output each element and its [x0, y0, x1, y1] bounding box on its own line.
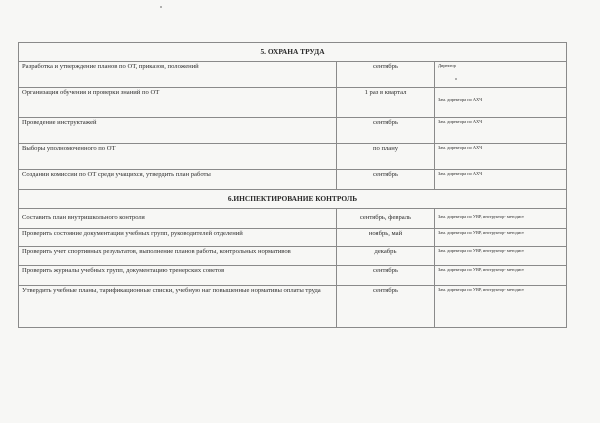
- section-title: 5. ОХРАНА ТРУДА: [19, 43, 567, 62]
- task-cell: Создании комиссии по ОТ среди учащихся, утвердить план работы: [19, 170, 337, 190]
- date-cell: сентябрь, февраль: [337, 209, 435, 229]
- section-title: 6.ИНСПЕКТИРОВАНИЕ КОНТРОЛЬ: [19, 190, 567, 209]
- task-cell: Проверить учет спортивных результатов, выполнение планов работы, контрольных нормативов: [19, 247, 337, 266]
- task-cell: Организация обучения и проверки знаний по ОТ: [19, 88, 337, 118]
- responsible-cell: Зам. директора по УВР, инструктор- методист: [435, 229, 567, 247]
- date-cell: декабрь: [337, 247, 435, 266]
- responsible-cell: Зам. директора по АХЧ: [435, 144, 567, 170]
- task-cell: Выборы уполномоченного по ОТ: [19, 144, 337, 170]
- section-header-inspection-control: [19, 190, 567, 209]
- responsible-cell: Зам. директора по АХЧ: [435, 170, 567, 190]
- task-cell: Разработка и утверждение планов по ОТ, приказов, положений: [19, 62, 337, 88]
- section-header-labor-protection: [19, 43, 567, 62]
- task-cell: Проверить состояние документации учебных групп, руководителей отделений: [19, 229, 337, 247]
- responsible-cell: Зам. директора по УВР, инструктор- методист: [435, 209, 567, 229]
- task-cell: Проведение инструктажей: [19, 118, 337, 144]
- responsible-cell: Зам. директора по АХЧ: [435, 88, 567, 118]
- task-cell: Проверить журналы учебных групп, документацию тренерских советов: [19, 266, 337, 286]
- responsible-cell: Зам. директора по АХЧ: [435, 118, 567, 144]
- date-cell: сентябрь: [337, 170, 435, 190]
- plan-table: [18, 42, 567, 328]
- table-row: [19, 88, 567, 118]
- table-row: [19, 229, 567, 247]
- table-row: [19, 144, 567, 170]
- table-row: [19, 266, 567, 286]
- table-row: [19, 118, 567, 144]
- task-cell: Утвердить учебные планы, тарификационные списки, учебную наг повышенные нормативы оплаты труда: [19, 286, 337, 328]
- table-row: [19, 247, 567, 266]
- table-row: [19, 286, 567, 328]
- plan-table-container: [18, 42, 566, 328]
- task-cell: Составить план внутришкольного контроля: [19, 209, 337, 229]
- table-row: [19, 209, 567, 229]
- date-cell: сентябрь: [337, 266, 435, 286]
- table-row: [19, 62, 567, 88]
- responsible-cell: Зам. директора по УВР, инструктор- методист: [435, 247, 567, 266]
- responsible-cell: Директор: [435, 62, 567, 88]
- date-cell: 1 раз в квартал: [337, 88, 435, 118]
- date-cell: сентябрь: [337, 118, 435, 144]
- date-cell: сентябрь: [337, 62, 435, 88]
- responsible-cell: Зам. директора по УВР, инструктор- методист: [435, 266, 567, 286]
- date-cell: по плану: [337, 144, 435, 170]
- table-row: [19, 170, 567, 190]
- date-cell: сентябрь: [337, 286, 435, 328]
- responsible-cell: Зам. директора по УВР, инструктор- методист: [435, 286, 567, 328]
- date-cell: ноябрь, май: [337, 229, 435, 247]
